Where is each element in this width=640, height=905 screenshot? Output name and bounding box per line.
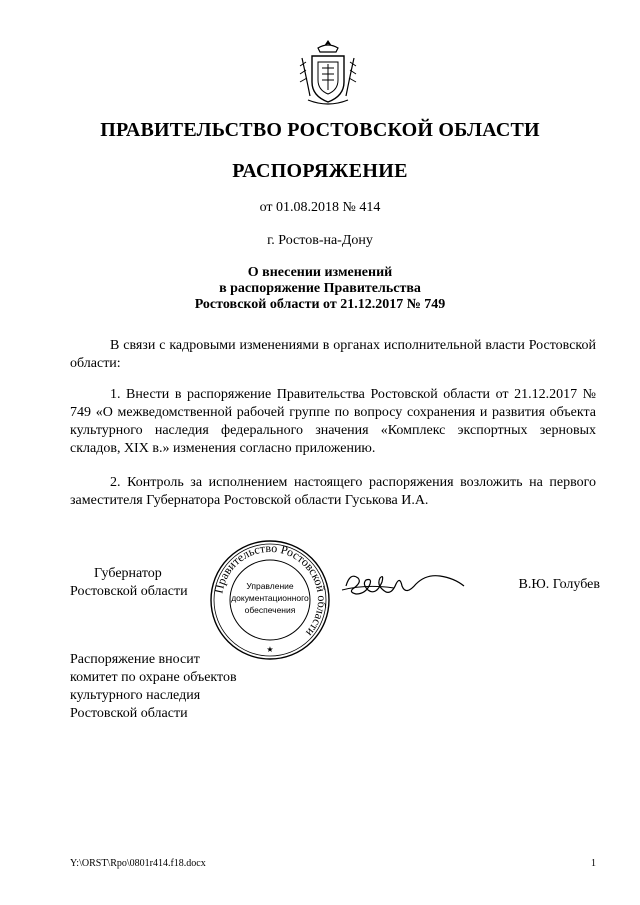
- document-date-number: от 01.08.2018 № 414: [259, 200, 381, 215]
- subject-line: Ростовской области от 21.12.2017 № 749: [194, 297, 446, 312]
- official-stamp: [208, 538, 332, 662]
- coat-of-arms-icon: [298, 36, 358, 108]
- preamble-paragraph: В связи с кадровыми изменениями в органах исполнительной власти Ростовской области:: [70, 338, 596, 371]
- position-line: Ростовской области: [70, 584, 188, 599]
- signatory-position: [70, 565, 210, 601]
- author-line: комитет по охране объектов: [70, 670, 237, 685]
- stamp-outer-text: Правительство Ростовской области: [211, 540, 330, 640]
- author-line: культурного наследия: [70, 688, 201, 703]
- item-1-paragraph: 1. Внести в распоряжение Правительства Ростовской области от 21.12.2017 № 749 «О межведомственной рабочей группе по вопросу сохранения и развития объекта культурного наследия федерального значения «Комплекс экспортных зерновых складов, XIX в.» изменения согласно приложению.: [70, 387, 596, 456]
- stamp-inner-line: документационного: [231, 593, 309, 603]
- footer-file-path: Y:\ORST\Rpo\0801r414.f18.docx: [70, 858, 206, 869]
- item-2-paragraph: 2. Контроль за исполнением настоящего распоряжения возложить на первого заместителя Губернатора Ростовской области Гуськова И.А.: [70, 475, 596, 508]
- document-type: РАСПОРЯЖЕНИЕ: [232, 160, 408, 182]
- signatory-name: В.Ю. Голубев: [518, 577, 600, 592]
- stamp-inner-line: обеспечения: [244, 605, 296, 615]
- document-subject: [0, 265, 640, 313]
- subject-line: в распоряжение Правительства: [219, 281, 421, 296]
- organization-title: ПРАВИТЕЛЬСТВО РОСТОВСКОЙ ОБЛАСТИ: [100, 119, 540, 141]
- author-line: Распоряжение вносит: [70, 652, 200, 667]
- subject-line: О внесении изменений: [247, 265, 393, 280]
- document-city: г. Ростов-на-Дону: [267, 233, 373, 248]
- svg-text:★: ★: [266, 645, 274, 654]
- author-line: Ростовской области: [70, 706, 188, 721]
- document-author-block: [70, 651, 330, 723]
- stamp-inner-line: Управление: [246, 581, 294, 591]
- page-number: 1: [591, 858, 596, 869]
- handwritten-signature: [336, 564, 468, 604]
- position-line: Губернатор: [94, 566, 162, 581]
